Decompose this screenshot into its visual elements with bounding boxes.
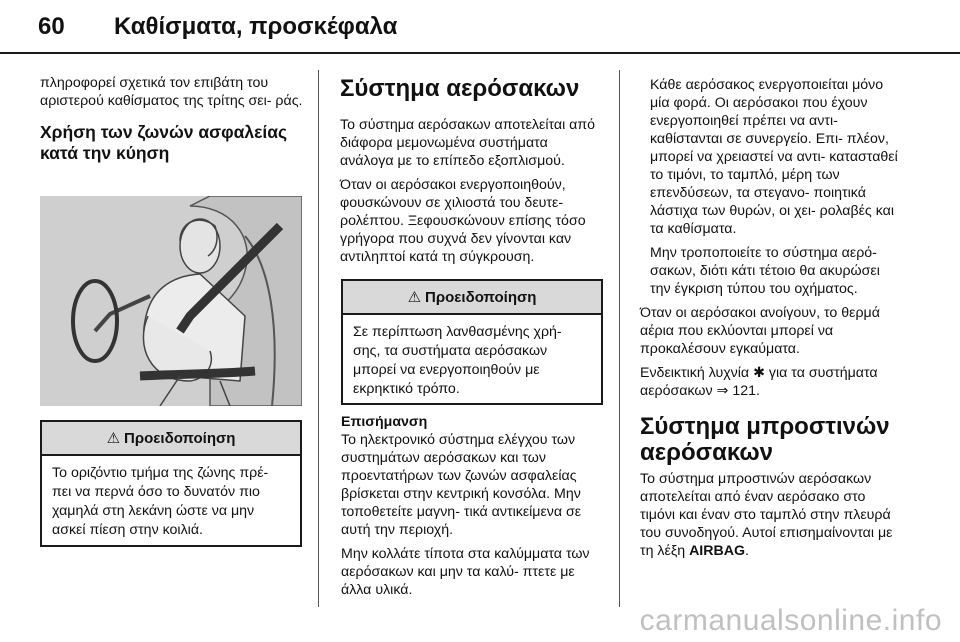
column-divider-1 <box>318 70 319 607</box>
warning-triangle-icon: ⚠ <box>407 289 422 306</box>
airbag-paragraph-3: Μην κολλάτε τίποτα στα καλύμματα των αερόσακων και μην τα καλύ- πτετε με άλλα υλικά. <box>341 546 590 598</box>
airbag-indicator-icon: ✱ <box>753 365 765 381</box>
airbag-paragraph-1: Το σύστημα αερόσακων αποτελείται από διάφορα μεμονωμένα συστήματα ανάλογα με το επίπεδο εξοπλισμού. <box>340 117 596 169</box>
pregnancy-heading: Χρήση των ζωνών ασφαλείας κατά την κύηση <box>40 122 288 163</box>
watermark: carmanualsonline.info <box>639 604 942 637</box>
airbag-word: AIRBAG <box>689 543 746 559</box>
warning-triangle-icon: ⚠ <box>106 430 121 447</box>
front-airbag-text: Το σύστημα μπροστινών αερόσακων αποτελείται από έναν αερόσακο στο τιμόνι και έναν στο ταμπλό στην πλευρά του συνοδηγού. Αυτοί επισημαίνονται με τη λέξη <box>640 471 893 559</box>
header-rule <box>0 52 960 54</box>
col3-paragraph-3: Όταν οι αερόσακοι ανοίγουν, το θερμά αέρια που εκλύονται μπορεί να προκαλέσουν εγκαύματα. <box>640 305 880 357</box>
warning-text: Το οριζόντιο τμήμα της ζώνης πρέ- πει να περνά όσο το δυνατόν πιο χαμηλά στη λεκάνη ώστε να μην ασκεί πίεση στην κοιλιά. <box>52 465 269 538</box>
note-label: Επισήμανση <box>341 414 428 430</box>
column-1 <box>40 74 305 164</box>
column-divider-2 <box>619 70 620 607</box>
col3-paragraph-1: Κάθε αερόσακος ενεργοποιείται μόνο μία φορά. Οι αερόσακοι που έχουν ενεργοποιηθεί πρέπει να αντι- καθίστανται σε συνεργείο. Επι- πλέον, μπορεί να χρειαστεί να αντι- κατασταθεί το τιμόνι, το ταμπλό, μέρη των επενδύσεων, τα στεγανο- ποιητικά λάστιχα των θυρών, οι χει- ρολαβές και τα καθίσματα. <box>650 77 898 237</box>
warning-title: Προειδοποίηση <box>425 288 537 306</box>
col3-paragraph-5 <box>640 470 902 560</box>
column-3 <box>640 76 902 560</box>
front-airbag-heading: Σύστημα μπροστινών αερόσακων <box>640 413 890 466</box>
pregnant-seatbelt-illustration <box>40 196 302 406</box>
page-header <box>0 0 960 52</box>
warning-title: Προειδοποίηση <box>124 429 236 447</box>
airbag-system-heading: Σύστημα αερόσακων <box>340 75 580 102</box>
intro-paragraph: πληροφορεί σχετικά τον επιβάτη του αριστερού καθίσματος της τρίτης σει- ράς. <box>40 75 303 109</box>
indicator-text-prefix: Ενδεικτική λυχνία <box>640 365 750 381</box>
column-2-lower <box>341 413 606 599</box>
warning-header <box>343 281 601 315</box>
indicator-text-mid: για τα συστήματα αερόσακων <box>640 365 878 399</box>
airbag-warning-box <box>341 279 603 405</box>
seatbelt-figure <box>40 196 302 406</box>
airbag-paragraph-2: Όταν οι αερόσακοι ενεργοποιηθούν, φουσκώνουν σε χιλιοστά του δευτε- ρολέπτου. Ξεφουσκώνουν επίσης τόσο γρήγορα που συχνά δεν γίνονται καν αντιληπτοί κατά τη σύγκρουση. <box>340 177 586 265</box>
page-reference-arrow-icon: ⇒ <box>716 383 729 399</box>
pregnancy-warning-box <box>40 420 302 547</box>
warning-text: Σε περίπτωση λανθασμένης χρή- σης, τα συστήματα αερόσακων μπορεί να ενεργοποιηθούν με εκρηκτικό τρόπο. <box>353 324 562 397</box>
page-title: Καθίσματα, προσκέφαλα <box>114 13 398 40</box>
col3-paragraph-2: Μην τροποποιείτε το σύστημα αερό- σακων, διότι κάτι τέτοιο θα ακυρώσει την έγκριση τύπου του οχήματος. <box>650 245 880 297</box>
page-number: 60 <box>38 13 65 40</box>
col3-paragraph-4 <box>640 364 902 400</box>
note-text: Το ηλεκτρονικό σύστημα ελέγχου των συστημάτων αερόσακων και των προεντατήρων των ζωνών ασφαλείας βρίσκεται στην κεντρική κονσόλα. Μην τοποθετείτε μαγνη- τικά αντικείμενα σε αυτή την περιοχή. <box>341 432 582 538</box>
column-2 <box>340 76 605 266</box>
warning-header <box>42 422 300 456</box>
front-airbag-text-suffix: . <box>745 543 749 559</box>
page-reference-link[interactable]: 121. <box>732 383 760 399</box>
